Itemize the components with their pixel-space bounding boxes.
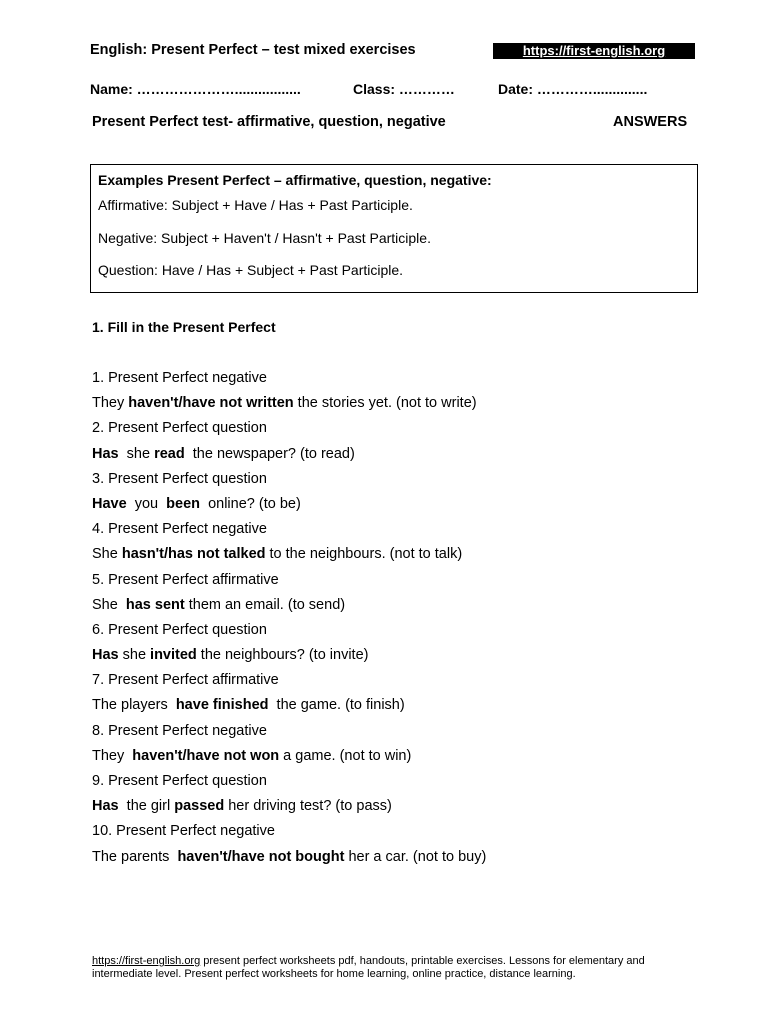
exercise-answer	[92, 695, 486, 720]
date-field: Date: …………..............	[498, 81, 648, 97]
exercise-answer	[92, 796, 486, 821]
answer-verb: Have	[92, 495, 127, 512]
exercise-label: 7. Present Perfect affirmative	[92, 672, 279, 689]
section-heading: 1. Fill in the Present Perfect	[92, 319, 276, 335]
answer-text: her a car. (not to buy)	[344, 848, 487, 865]
exercise-label: 5. Present Perfect affirmative	[92, 571, 279, 588]
exercise-label: 6. Present Perfect question	[92, 621, 267, 638]
answer-text: the newspaper? (to read)	[184, 445, 355, 462]
exercise-label: 10. Present Perfect negative	[92, 823, 275, 840]
exercise-answer	[92, 645, 486, 670]
exercise-label: 8. Present Perfect negative	[92, 722, 267, 739]
exercise-item	[92, 670, 486, 720]
answer-text: They	[92, 395, 129, 412]
answer-verb: haven't/have not written	[128, 395, 294, 412]
exercise-item	[92, 620, 486, 670]
exercise-answer	[92, 746, 486, 771]
answer-verb: hasn't/has not talked	[121, 546, 266, 563]
exercise-item	[92, 570, 486, 620]
answer-text: She	[92, 546, 122, 563]
answer-verb: been	[166, 495, 201, 512]
exercise-answer	[92, 393, 486, 418]
exercise-item	[92, 469, 486, 519]
answer-verb: passed	[174, 798, 225, 815]
exercise-label: 1. Present Perfect negative	[92, 370, 267, 386]
footer	[92, 955, 702, 981]
answer-verb: read	[154, 445, 185, 462]
name-field: Name: ………………….................	[90, 81, 301, 97]
answer-text: the stories yet. (not to write)	[293, 395, 477, 412]
example-question: Question: Have / Has + Subject + Past Participle.	[98, 262, 404, 278]
answer-verb: have finished	[175, 697, 269, 714]
exercise-item	[92, 771, 486, 821]
footer-link[interactable]: https://first-english.org	[92, 955, 201, 967]
example-affirmative: Affirmative: Subject + Have / Has + Past Participle.	[98, 197, 413, 213]
answers-label: ANSWERS	[613, 114, 688, 130]
answer-verb: has sent	[125, 596, 185, 613]
answer-verb: Has	[92, 798, 119, 815]
answer-text: she	[118, 647, 151, 664]
exercise-item	[92, 519, 486, 569]
exercise-answer	[92, 494, 486, 519]
exercise-label: 3. Present Perfect question	[92, 470, 267, 487]
answer-text: The parents	[92, 848, 178, 865]
answer-verb: Has	[92, 445, 119, 462]
exercise-answer	[92, 847, 486, 872]
exercise-item	[92, 821, 486, 871]
answer-text: her driving test? (to pass)	[224, 798, 392, 815]
exercise-item	[92, 368, 486, 418]
footer-text: present perfect worksheets pdf, handouts, printable exercises. Lessons for elementary and intermediate level. Present perfect worksheets for home learning, online practice, distance learning.	[92, 955, 645, 980]
exercise-item	[92, 418, 486, 468]
examples-box	[90, 164, 698, 293]
example-negative: Negative: Subject + Haven't / Hasn't + Past Participle.	[98, 230, 431, 246]
answer-verb: haven't/have not won	[132, 747, 280, 764]
examples-title: Examples Present Perfect – affirmative, question, negative:	[98, 172, 492, 188]
answer-text: you	[126, 495, 167, 512]
test-title: Present Perfect test- affirmative, question, negative	[92, 114, 446, 130]
exercise-label: 9. Present Perfect question	[92, 773, 267, 789]
site-link-badge[interactable]: https://first-english.org	[493, 43, 695, 59]
answer-text: the girl	[118, 798, 175, 815]
exercise-label: 4. Present Perfect negative	[92, 521, 267, 538]
answer-text: The players	[92, 697, 176, 714]
exercise-answer	[92, 544, 486, 569]
answer-verb: haven't/have not bought	[177, 848, 345, 865]
answer-text: the neighbours? (to invite)	[196, 647, 369, 664]
exercise-item	[92, 721, 486, 771]
answer-verb: invited	[150, 647, 197, 664]
exercise-label: 2. Present Perfect question	[92, 420, 267, 437]
document-title: English: Present Perfect – test mixed exercises	[90, 42, 416, 58]
answer-text: them an email. (to send)	[184, 596, 346, 613]
answer-text: to the neighbours. (not to talk)	[265, 546, 463, 563]
class-field: Class: …………	[353, 81, 455, 97]
answer-text: They	[92, 747, 133, 764]
answer-text: the game. (to finish)	[268, 697, 405, 714]
answer-text: a game. (not to win)	[279, 747, 412, 764]
answer-verb: Has	[92, 647, 119, 664]
exercise-answer	[92, 595, 486, 620]
answer-text: online? (to be)	[200, 495, 301, 512]
exercise-list	[92, 368, 486, 872]
answer-text: She	[92, 596, 126, 613]
answer-text: she	[118, 445, 155, 462]
exercise-answer	[92, 444, 486, 469]
